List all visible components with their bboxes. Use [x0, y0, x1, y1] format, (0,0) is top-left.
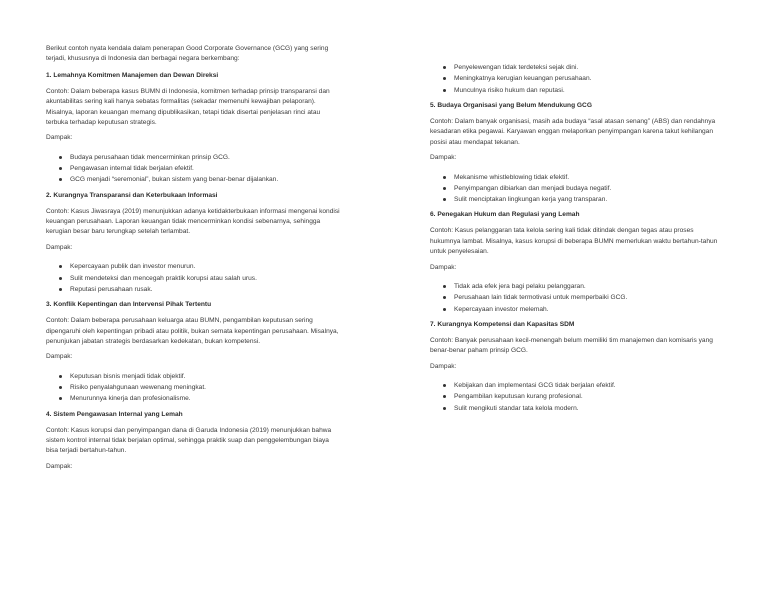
section-6-example: Contoh: Kasus pelanggaran tata kelola sering kali tidak ditindak dengan tegas atau proses hukumnya lambat. Misalnya, kasus korupsi di beberapa BUMN memerlukan waktu bertahun-tahun untuk penyelesaian. [430, 227, 718, 256]
section-2-example: Contoh: Kasus Jiwasraya (2019) menunjukkan adanya ketidakterbukaan informasi mengenai kondisi keuangan perusahaan. Laporan keuangan tidak mencerminkan kondisi sebenarnya, sehingga kerugian besar baru terungkap setelah terlambat. [46, 207, 340, 236]
list-item: Risiko penyalahgunaan wewenang meningkat. [70, 382, 342, 393]
intro-paragraph: Berikut contoh nyata kendala dalam penerapan Good Corporate Governance (GCG) yang sering terjadi, khususnya di Indonesia dan berbagai negara berkembang: [46, 45, 329, 63]
list-item: Pengawasan internal tidak berjalan efektif. [70, 163, 342, 174]
section-1-example: Contoh: Dalam beberapa kasus BUMN di Indonesia, komitmen terhadap prinsip transparansi dan akuntabilitas sering kali hanya sebatas formalitas (sekadar memenuhi kewajiban pelaporan). Misalnya, laporan keuangan memang dipublikasikan, tetapi tidak disertai penjelasan rinci atau terbuka terhadap keputusan strategis. [46, 87, 330, 126]
section-6-impact-list [430, 281, 722, 315]
section-4-impact-list [430, 62, 722, 96]
list-item: Perusahaan lain tidak termotivasi untuk memperbaiki GCG. [454, 292, 722, 303]
list-item: Kepercayaan publik dan investor menurun. [70, 261, 342, 272]
section-7-title: 7. Kurangnya Kompetensi dan Kapasitas SDM [430, 320, 575, 328]
section-7-dampak-label: Dampak: [430, 362, 457, 370]
list-item: Pengambilan keputusan kurang profesional. [454, 391, 722, 402]
list-item: Munculnya risiko hukum dan reputasi. [454, 85, 722, 96]
section-5-title: 5. Budaya Organisasi yang Belum Mendukung GCG [430, 101, 592, 109]
section-2-impact-list [46, 261, 342, 295]
section-7-example: Contoh: Banyak perusahaan kecil-menengah belum memiliki tim manajemen dan komisaris yang benar-benar paham prinsip GCG. [430, 336, 713, 355]
section-1-impact-list [46, 152, 342, 186]
list-item: Menurunnya kinerja dan profesionalisme. [70, 393, 342, 404]
list-item: Sulit mendeteksi dan mencegah praktik korupsi atau salah urus. [70, 273, 342, 284]
list-item: Keputusan bisnis menjadi tidak objektif. [70, 371, 342, 382]
list-item: Kepercayaan investor melemah. [454, 304, 722, 315]
section-3-example: Contoh: Dalam beberapa perusahaan keluarga atau BUMN, pengambilan keputusan sering dipengaruhi oleh kepentingan pribadi atau politik, bukan semata kepentingan perusahaan. Misalnya, penunjukan jabatan strategis berdasarkan kedekatan, bukan kompetensi. [46, 317, 339, 345]
list-item: Tidak ada efek jera bagi pelaku pelanggaran. [454, 281, 722, 292]
section-4-dampak-label: Dampak: [46, 462, 73, 470]
list-item: Budaya perusahaan tidak mencerminkan prinsip GCG. [70, 152, 342, 163]
section-4-title: 4. Sistem Pengawasan Internal yang Lemah [46, 410, 183, 418]
section-6-dampak-label: Dampak: [430, 263, 457, 271]
section-5-impact-list [430, 172, 722, 206]
section-3-dampak-label: Dampak: [46, 353, 73, 361]
list-item: Sulit mengikuti standar tata kelola modern. [454, 403, 722, 414]
left-column [46, 0, 342, 480]
section-6-title: 6. Penegakan Hukum dan Regulasi yang Lemah [430, 211, 580, 219]
list-item: Meningkatnya kerugian keuangan perusahaan. [454, 73, 722, 84]
list-item: Mekanisme whistleblowing tidak efektif. [454, 172, 722, 183]
section-5-dampak-label: Dampak: [430, 154, 457, 162]
section-4-example: Contoh: Kasus korupsi dan penyimpangan dana di Garuda Indonesia (2019) menunjukkan bahwa sistem kontrol internal tidak berjalan optimal, sehingga praktik suap dan penggelembungan biaya bisa terjadi bertahun-tahun. [46, 426, 332, 455]
section-3-title: 3. Konflik Kepentingan dan Intervensi Pihak Tertentu [46, 301, 212, 309]
section-5-example: Contoh: Dalam banyak organisasi, masih ada budaya “asal atasan senang” (ABS) dan rendahnya kesadaran etika pegawai. Karyawan enggan melaporkan penyimpangan karena takut kehilangan posisi atau mendapat tekanan. [430, 117, 716, 146]
section-2-title: 2. Kurangnya Transparansi dan Keterbukaan Informasi [46, 191, 218, 199]
section-1-title: 1. Lemahnya Komitmen Manajemen dan Dewan Direksi [46, 71, 219, 79]
list-item: Penyimpangan dibiarkan dan menjadi budaya negatif. [454, 183, 722, 194]
right-column [430, 0, 722, 419]
list-item: GCG menjadi “seremonial”, bukan sistem yang benar-benar dijalankan. [70, 174, 342, 185]
list-item: Kebijakan dan implementasi GCG tidak berjalan efektif. [454, 380, 722, 391]
section-2-dampak-label: Dampak: [46, 243, 73, 251]
list-item: Reputasi perusahaan rusak. [70, 284, 342, 295]
list-item: Sulit menciptakan lingkungan kerja yang transparan. [454, 194, 722, 205]
section-1-dampak-label: Dampak: [46, 134, 73, 142]
section-3-impact-list [46, 371, 342, 405]
section-7-impact-list [430, 380, 722, 414]
list-item: Penyelewengan tidak terdeteksi sejak dini. [454, 62, 722, 73]
